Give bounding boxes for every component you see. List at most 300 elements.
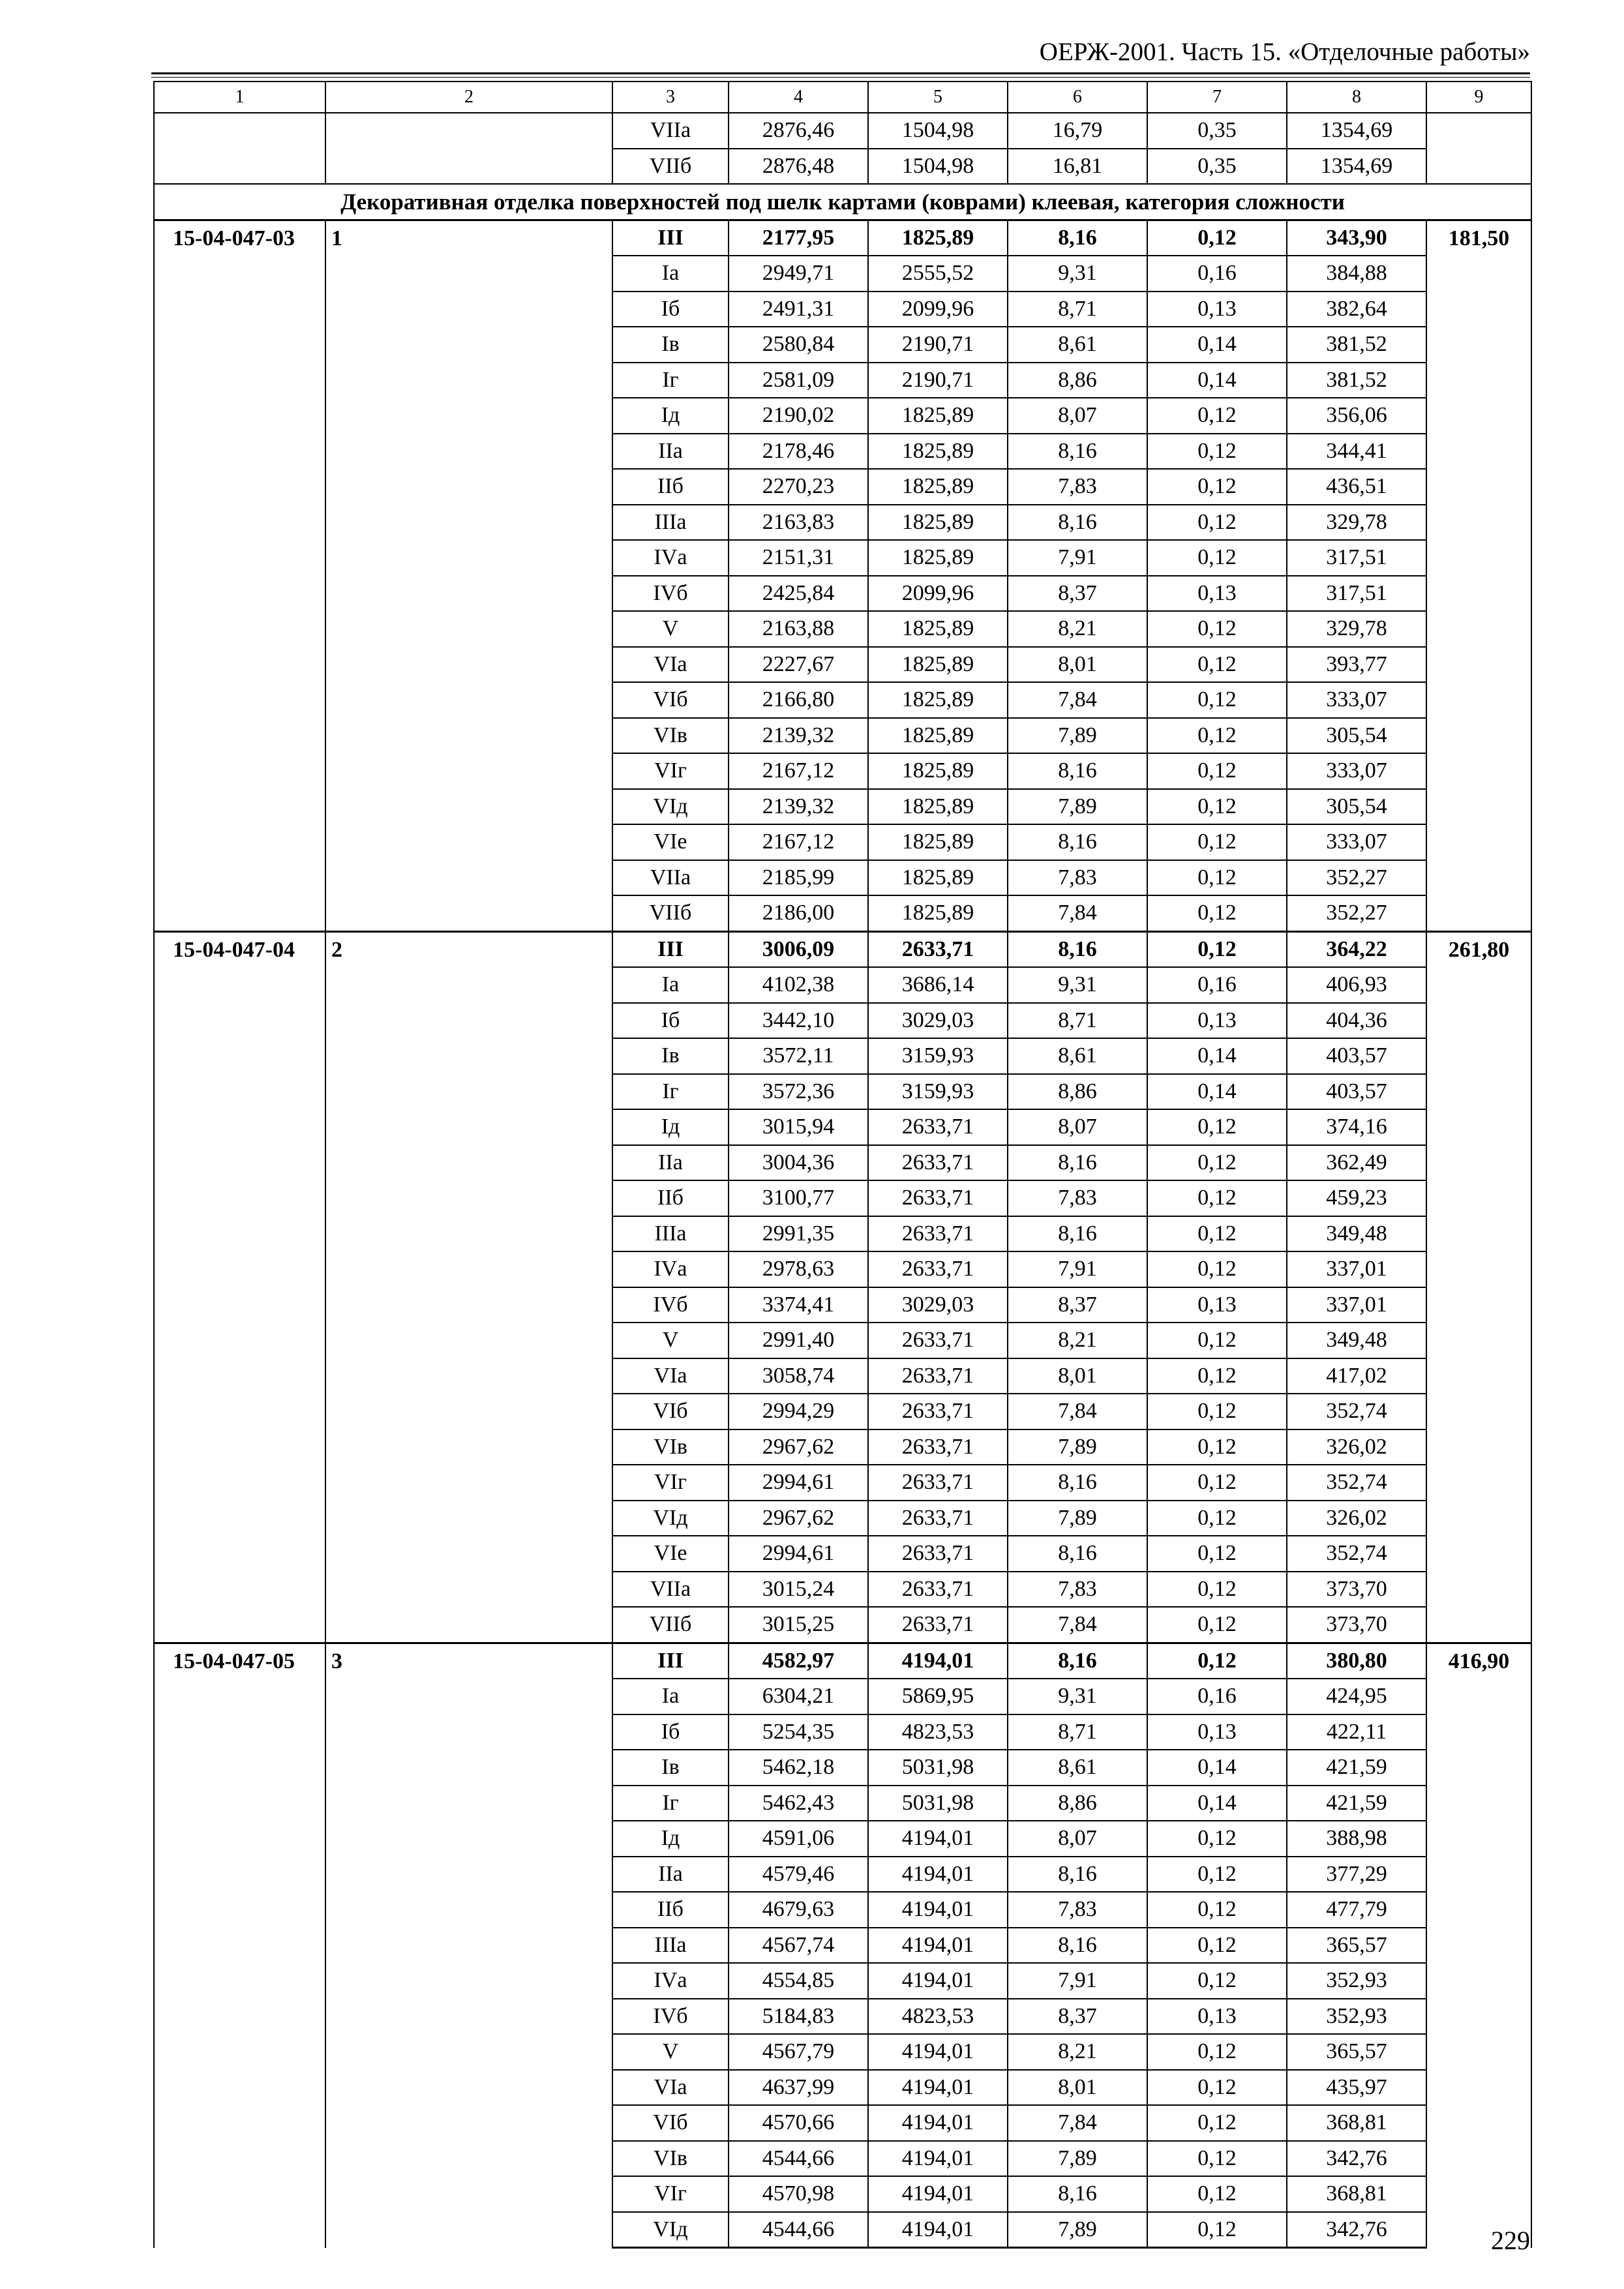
cell-col-6: 7,91 xyxy=(1008,1251,1147,1287)
cell-col-5: 2555,52 xyxy=(868,256,1008,292)
cell-col-6: 8,61 xyxy=(1008,1038,1147,1074)
cell-col-8: 365,57 xyxy=(1287,2034,1426,2070)
cell-col-7: 0,12 xyxy=(1147,1536,1287,1572)
cell-col-3: Iд xyxy=(612,398,729,434)
cell-col-4: 2270,23 xyxy=(729,469,868,505)
cell-col-5: 1825,89 xyxy=(868,505,1008,541)
cell-col-3: VIб xyxy=(612,682,729,718)
cell-col-7: 0,12 xyxy=(1147,1857,1287,1893)
cell-col-6: 8,07 xyxy=(1008,1109,1147,1145)
cell-col-5: 2099,96 xyxy=(868,576,1008,612)
rate-code: 15-04-047-04 xyxy=(154,931,325,1643)
cell-col-5: 5031,98 xyxy=(868,1786,1008,1821)
cell-col-7: 0,12 xyxy=(1147,860,1287,896)
cell-col-7: 0,12 xyxy=(1147,2034,1287,2070)
cell-col-6: 8,61 xyxy=(1008,327,1147,363)
cell-col-5: 4194,01 xyxy=(868,2212,1008,2248)
cell-col-5: 3029,03 xyxy=(868,1287,1008,1323)
cell-col-3: VIа xyxy=(612,1358,729,1394)
header-rule-thin xyxy=(151,77,1530,78)
cell-col-6: 8,01 xyxy=(1008,2070,1147,2106)
cell-col-6: 8,16 xyxy=(1008,753,1147,789)
cell-col-4: 2186,00 xyxy=(729,895,868,931)
cell-col-7: 0,12 xyxy=(1147,398,1287,434)
cell-col-6: 7,84 xyxy=(1008,1607,1147,1643)
cell-col-5: 1825,89 xyxy=(868,647,1008,683)
cell-col-6: 8,16 xyxy=(1008,1643,1147,1679)
cell-col-7: 0,12 xyxy=(1147,1572,1287,1608)
cell-col-4: 2994,61 xyxy=(729,1465,868,1501)
cell-col-8: 403,57 xyxy=(1287,1074,1426,1110)
cell-col-8: 356,06 xyxy=(1287,398,1426,434)
cell-col-4: 2876,48 xyxy=(729,149,868,185)
cell-col-8: 364,22 xyxy=(1287,931,1426,967)
column-number-7: 7 xyxy=(1147,82,1287,113)
cell-col-5: 3686,14 xyxy=(868,967,1008,1003)
cell-col-3: VIв xyxy=(612,718,729,754)
cell-code xyxy=(154,113,325,184)
cell-col-3: VIг xyxy=(612,2176,729,2212)
cell-col-4: 3058,74 xyxy=(729,1358,868,1394)
cell-col-8: 368,81 xyxy=(1287,2105,1426,2141)
column-number-9: 9 xyxy=(1426,82,1531,113)
cell-col-3: IIа xyxy=(612,1145,729,1181)
cell-col-6: 8,01 xyxy=(1008,1358,1147,1394)
cell-col-6: 8,71 xyxy=(1008,1714,1147,1750)
cell-col-8: 417,02 xyxy=(1287,1358,1426,1394)
column-number-5: 5 xyxy=(868,82,1008,113)
cell-col-5: 4194,01 xyxy=(868,1928,1008,1964)
cell-col-5: 5869,95 xyxy=(868,1679,1008,1714)
cell-col-8: 352,27 xyxy=(1287,895,1426,931)
cell-col-3: VIв xyxy=(612,2141,729,2177)
cell-col-3: Iд xyxy=(612,1821,729,1857)
cell-col-4: 3442,10 xyxy=(729,1003,868,1039)
cell-col-4: 2166,80 xyxy=(729,682,868,718)
cell-col-5: 2633,71 xyxy=(868,1358,1008,1394)
cell-col-4: 6304,21 xyxy=(729,1679,868,1714)
table-row xyxy=(154,1643,1531,1679)
cell-col-7: 0,14 xyxy=(1147,1786,1287,1821)
cell-col-4: 2139,32 xyxy=(729,718,868,754)
cell-col-8: 342,76 xyxy=(1287,2212,1426,2248)
cell-col-8: 352,74 xyxy=(1287,1394,1426,1429)
cell-col-7: 0,12 xyxy=(1147,2212,1287,2248)
header-rule-thick xyxy=(151,72,1530,74)
table-row xyxy=(154,931,1531,967)
cell-col-7: 0,13 xyxy=(1147,1003,1287,1039)
cell-col-4: 2991,40 xyxy=(729,1323,868,1358)
cell-col-5: 2190,71 xyxy=(868,327,1008,363)
cell-col-6: 9,31 xyxy=(1008,1679,1147,1714)
cell-col-7: 0,12 xyxy=(1147,505,1287,541)
cell-col-5: 2633,71 xyxy=(868,1429,1008,1465)
cell-col-8: 406,93 xyxy=(1287,967,1426,1003)
cell-col-8: 352,27 xyxy=(1287,860,1426,896)
cell-col-3: VIIа xyxy=(612,860,729,896)
cell-col-6: 9,31 xyxy=(1008,967,1147,1003)
cell-col-6: 8,16 xyxy=(1008,1465,1147,1501)
cell-col-5: 3159,93 xyxy=(868,1038,1008,1074)
cell-col-5: 2099,96 xyxy=(868,292,1008,327)
cell-col-8: 436,51 xyxy=(1287,469,1426,505)
cell-col-6: 8,21 xyxy=(1008,611,1147,647)
cell-col-6: 8,16 xyxy=(1008,2176,1147,2212)
cell-col-4: 4554,85 xyxy=(729,1963,868,1999)
cell-col-6: 7,91 xyxy=(1008,540,1147,576)
cell-col-3: VIIа xyxy=(612,113,729,149)
cell-col-5: 4823,53 xyxy=(868,1714,1008,1750)
cell-col-5: 1825,89 xyxy=(868,895,1008,931)
cell-col-5: 2633,71 xyxy=(868,931,1008,967)
cell-col-6: 7,83 xyxy=(1008,860,1147,896)
cell-col-7: 0,12 xyxy=(1147,1109,1287,1145)
cell-col-8: 377,29 xyxy=(1287,1857,1426,1893)
cell-col-4: 4570,66 xyxy=(729,2105,868,2141)
cell-col-4: 2876,46 xyxy=(729,113,868,149)
cell-col-7: 0,12 xyxy=(1147,1358,1287,1394)
cell-col-3: IVб xyxy=(612,1287,729,1323)
cell-col-6: 8,16 xyxy=(1008,1216,1147,1252)
cell-col-6: 7,83 xyxy=(1008,1572,1147,1608)
cell-col-7: 0,12 xyxy=(1147,789,1287,825)
cell-col-3: Iг xyxy=(612,1074,729,1110)
cell-col-4: 4591,06 xyxy=(729,1821,868,1857)
cell-col-3: VIе xyxy=(612,1536,729,1572)
cell-col-7: 0,12 xyxy=(1147,469,1287,505)
cell-col-6: 7,83 xyxy=(1008,469,1147,505)
cell-col-3: IIб xyxy=(612,1180,729,1216)
column-number-row xyxy=(154,82,1531,113)
cell-col-4: 4567,74 xyxy=(729,1928,868,1964)
table-row xyxy=(154,113,1531,149)
cell-col-6: 8,61 xyxy=(1008,1750,1147,1786)
cell-col-7: 0,12 xyxy=(1147,1323,1287,1358)
cell-col-4: 3015,25 xyxy=(729,1607,868,1643)
cell-col-6: 8,07 xyxy=(1008,1821,1147,1857)
cell-col-7: 0,12 xyxy=(1147,1145,1287,1181)
cell-col-8: 421,59 xyxy=(1287,1786,1426,1821)
cell-col-3: Iа xyxy=(612,967,729,1003)
cell-col-3: VIа xyxy=(612,647,729,683)
cell-col-5: 4194,01 xyxy=(868,1821,1008,1857)
cell-col-4: 4582,97 xyxy=(729,1643,868,1679)
cell-col-5: 4194,01 xyxy=(868,1857,1008,1893)
cell-col-3: IIIа xyxy=(612,505,729,541)
cell-col-4: 2991,35 xyxy=(729,1216,868,1252)
cell-col-7: 0,12 xyxy=(1147,1429,1287,1465)
rates-table xyxy=(153,81,1532,2249)
cell-col-7: 0,13 xyxy=(1147,1999,1287,2035)
cell-col-8: 362,49 xyxy=(1287,1145,1426,1181)
cell-col-4: 3015,94 xyxy=(729,1109,868,1145)
cell-col-4: 2967,62 xyxy=(729,1501,868,1536)
cell-col-3: IVб xyxy=(612,1999,729,2035)
cell-col-5: 2633,71 xyxy=(868,1572,1008,1608)
cell-col-6: 7,84 xyxy=(1008,2105,1147,2141)
cell-col-6: 16,79 xyxy=(1008,113,1147,149)
cell-col-6: 8,37 xyxy=(1008,1287,1147,1323)
cell-col-8: 421,59 xyxy=(1287,1750,1426,1786)
cell-col-7: 0,12 xyxy=(1147,2176,1287,2212)
cell-col-4: 2425,84 xyxy=(729,576,868,612)
cell-col-4: 2139,32 xyxy=(729,789,868,825)
cell-col-7: 0,12 xyxy=(1147,1607,1287,1643)
cell-col-8: 373,70 xyxy=(1287,1607,1426,1643)
cell-col-5: 3159,93 xyxy=(868,1074,1008,1110)
cell-col-5: 2633,71 xyxy=(868,1536,1008,1572)
cell-col-7: 0,13 xyxy=(1147,1287,1287,1323)
cell-col-8: 424,95 xyxy=(1287,1679,1426,1714)
cell-col-7: 0,16 xyxy=(1147,256,1287,292)
cell-col-8: 422,11 xyxy=(1287,1714,1426,1750)
cell-col-4: 4679,63 xyxy=(729,1892,868,1928)
cell-col-3: IVа xyxy=(612,1251,729,1287)
cell-col-8: 349,48 xyxy=(1287,1323,1426,1358)
cell-col-3: VIб xyxy=(612,1394,729,1429)
cell-col-6: 8,71 xyxy=(1008,292,1147,327)
cell-col-3: IIа xyxy=(612,434,729,470)
cell-col-6: 7,89 xyxy=(1008,1501,1147,1536)
cell-col-3: V xyxy=(612,2034,729,2070)
cell-col-4: 2151,31 xyxy=(729,540,868,576)
cell-col-8: 403,57 xyxy=(1287,1038,1426,1074)
cell-col-3: VIг xyxy=(612,753,729,789)
cell-col-4: 2177,95 xyxy=(729,220,868,256)
cell-col-7: 0,35 xyxy=(1147,113,1287,149)
cell-col-6: 9,31 xyxy=(1008,256,1147,292)
cell-col-4: 2580,84 xyxy=(729,327,868,363)
cell-col-7: 0,12 xyxy=(1147,1928,1287,1964)
cell-col-4: 3006,09 xyxy=(729,931,868,967)
cell-col-3: IIIа xyxy=(612,1216,729,1252)
cell-col-7: 0,13 xyxy=(1147,576,1287,612)
cell-col-3: Iг xyxy=(612,1786,729,1821)
cell-col-5: 2633,71 xyxy=(868,1251,1008,1287)
cell-col-8: 352,93 xyxy=(1287,1999,1426,2035)
cell-col-8: 477,79 xyxy=(1287,1892,1426,1928)
cell-col-8: 352,93 xyxy=(1287,1963,1426,1999)
cell-col-6: 7,83 xyxy=(1008,1180,1147,1216)
cell-col-6: 7,89 xyxy=(1008,718,1147,754)
cell-col-9 xyxy=(1426,113,1531,184)
cell-col-8: 373,70 xyxy=(1287,1572,1426,1608)
cell-col-7: 0,13 xyxy=(1147,292,1287,327)
cell-col-4: 2967,62 xyxy=(729,1429,868,1465)
cell-col-5: 2633,71 xyxy=(868,1216,1008,1252)
cell-col-5: 2633,71 xyxy=(868,1145,1008,1181)
cell-col-7: 0,12 xyxy=(1147,1216,1287,1252)
cell-col-3: Iд xyxy=(612,1109,729,1145)
section-title: Декоративная отделка поверхностей под шелк картами (коврами) клеевая, категория сложности xyxy=(154,184,1531,220)
cell-col-5: 4194,01 xyxy=(868,2070,1008,2106)
cell-col-6: 7,89 xyxy=(1008,2141,1147,2177)
cell-col-5: 1825,89 xyxy=(868,611,1008,647)
cell-col-9: 261,80 xyxy=(1426,931,1531,1643)
cell-col-5: 1825,89 xyxy=(868,718,1008,754)
cell-col-3: IIб xyxy=(612,469,729,505)
cell-col-6: 7,91 xyxy=(1008,1963,1147,1999)
cell-col-6: 8,16 xyxy=(1008,1536,1147,1572)
cell-col-5: 5031,98 xyxy=(868,1750,1008,1786)
rate-code: 15-04-047-05 xyxy=(154,1643,325,2248)
cell-col-3: VIа xyxy=(612,2070,729,2106)
cell-col-6: 8,16 xyxy=(1008,824,1147,860)
cell-col-8: 329,78 xyxy=(1287,611,1426,647)
cell-col-4: 2185,99 xyxy=(729,860,868,896)
cell-col-8: 384,88 xyxy=(1287,256,1426,292)
cell-col-7: 0,12 xyxy=(1147,718,1287,754)
cell-col-5: 1825,89 xyxy=(868,540,1008,576)
cell-col-7: 0,12 xyxy=(1147,2105,1287,2141)
cell-col-7: 0,12 xyxy=(1147,1821,1287,1857)
cell-col-6: 7,84 xyxy=(1008,895,1147,931)
cell-col-5: 1504,98 xyxy=(868,113,1008,149)
cell-col-8: 329,78 xyxy=(1287,505,1426,541)
cell-col-3: VIIб xyxy=(612,149,729,185)
cell-col-5: 1825,89 xyxy=(868,398,1008,434)
cell-col-7: 0,12 xyxy=(1147,2070,1287,2106)
cell-col-6: 8,37 xyxy=(1008,1999,1147,2035)
cell-col-6: 8,16 xyxy=(1008,1928,1147,1964)
cell-col-9: 416,90 xyxy=(1426,1643,1531,2248)
column-number-8: 8 xyxy=(1287,82,1426,113)
cell-col-7: 0,14 xyxy=(1147,363,1287,398)
cell-col-6: 8,01 xyxy=(1008,647,1147,683)
column-number-1: 1 xyxy=(154,82,325,113)
cell-col-5: 2633,71 xyxy=(868,1501,1008,1536)
cell-col-5: 2633,71 xyxy=(868,1465,1008,1501)
cell-col-7: 0,14 xyxy=(1147,327,1287,363)
cell-col-5: 1825,89 xyxy=(868,824,1008,860)
cell-col-5: 1825,89 xyxy=(868,469,1008,505)
cell-col-8: 1354,69 xyxy=(1287,149,1426,185)
cell-col-6: 7,89 xyxy=(1008,2212,1147,2248)
cell-col-6: 8,86 xyxy=(1008,363,1147,398)
cell-col-7: 0,12 xyxy=(1147,753,1287,789)
cell-col-8: 317,51 xyxy=(1287,576,1426,612)
cell-col-3: Iв xyxy=(612,1750,729,1786)
cell-col-5: 4823,53 xyxy=(868,1999,1008,2035)
cell-col-4: 2190,02 xyxy=(729,398,868,434)
cell-col-5: 2633,71 xyxy=(868,1323,1008,1358)
cell-col-6: 16,81 xyxy=(1008,149,1147,185)
rate-number: 2 xyxy=(325,931,612,1643)
cell-col-8: 305,54 xyxy=(1287,789,1426,825)
cell-col-4: 3004,36 xyxy=(729,1145,868,1181)
cell-col-3: VIв xyxy=(612,1429,729,1465)
cell-col-6: 7,89 xyxy=(1008,789,1147,825)
column-number-4: 4 xyxy=(729,82,868,113)
cell-col-8: 459,23 xyxy=(1287,1180,1426,1216)
cell-col-4: 4579,46 xyxy=(729,1857,868,1893)
cell-col-3: V xyxy=(612,611,729,647)
cell-col-4: 4544,66 xyxy=(729,2212,868,2248)
cell-col-5: 4194,01 xyxy=(868,2176,1008,2212)
cell-col-7: 0,12 xyxy=(1147,647,1287,683)
cell-col-4: 2167,12 xyxy=(729,753,868,789)
cell-col-8: 352,74 xyxy=(1287,1536,1426,1572)
cell-col-8: 305,54 xyxy=(1287,718,1426,754)
cell-col-7: 0,12 xyxy=(1147,1643,1287,1679)
cell-col-5: 2190,71 xyxy=(868,363,1008,398)
cell-col-7: 0,13 xyxy=(1147,1714,1287,1750)
cell-col-3: VIд xyxy=(612,1501,729,1536)
cell-col-7: 0,12 xyxy=(1147,682,1287,718)
cell-col-5: 2633,71 xyxy=(868,1394,1008,1429)
cell-col-4: 2581,09 xyxy=(729,363,868,398)
cell-col-6: 8,16 xyxy=(1008,220,1147,256)
cell-col-5: 1825,89 xyxy=(868,789,1008,825)
cell-col-4: 2163,88 xyxy=(729,611,868,647)
cell-col-7: 0,12 xyxy=(1147,895,1287,931)
cell-col-4: 4637,99 xyxy=(729,2070,868,2106)
cell-col-5: 1825,89 xyxy=(868,682,1008,718)
cell-col-7: 0,12 xyxy=(1147,824,1287,860)
cell-col-8: 326,02 xyxy=(1287,1429,1426,1465)
cell-col-4: 3015,24 xyxy=(729,1572,868,1608)
cell-col-3: IIIа xyxy=(612,1928,729,1964)
cell-col-4: 5254,35 xyxy=(729,1714,868,1750)
cell-col-4: 3572,36 xyxy=(729,1074,868,1110)
cell-col-4: 3100,77 xyxy=(729,1180,868,1216)
cell-col-4: 5462,43 xyxy=(729,1786,868,1821)
cell-col-4: 2491,31 xyxy=(729,292,868,327)
cell-col-8: 380,80 xyxy=(1287,1643,1426,1679)
cell-col-8: 393,77 xyxy=(1287,647,1426,683)
cell-col-7: 0,12 xyxy=(1147,1892,1287,1928)
cell-col-6: 8,71 xyxy=(1008,1003,1147,1039)
cell-col-7: 0,12 xyxy=(1147,1180,1287,1216)
cell-col-3: VIе xyxy=(612,824,729,860)
cell-col-5: 2633,71 xyxy=(868,1607,1008,1643)
cell-col-7: 0,14 xyxy=(1147,1038,1287,1074)
table-row xyxy=(154,220,1531,256)
cell-col-7: 0,12 xyxy=(1147,611,1287,647)
cell-col-3: III xyxy=(612,931,729,967)
page-header: ОЕРЖ-2001. Часть 15. «Отделочные работы» xyxy=(1039,38,1530,66)
page-number: 229 xyxy=(1491,2226,1530,2255)
cell-col-8: 333,07 xyxy=(1287,682,1426,718)
cell-col-4: 5462,18 xyxy=(729,1750,868,1786)
cell-col-6: 7,84 xyxy=(1008,1394,1147,1429)
cell-col-4: 2178,46 xyxy=(729,434,868,470)
column-number-3: 3 xyxy=(612,82,729,113)
cell-col-6: 7,83 xyxy=(1008,1892,1147,1928)
cell-col-4: 5184,83 xyxy=(729,1999,868,2035)
cell-col-7: 0,12 xyxy=(1147,1501,1287,1536)
cell-col-3: IVа xyxy=(612,1963,729,1999)
cell-col-4: 2949,71 xyxy=(729,256,868,292)
cell-col-7: 0,16 xyxy=(1147,1679,1287,1714)
cell-col-4: 3572,11 xyxy=(729,1038,868,1074)
cell-col-8: 388,98 xyxy=(1287,1821,1426,1857)
cell-col-7: 0,12 xyxy=(1147,540,1287,576)
cell-col-5: 4194,01 xyxy=(868,1892,1008,1928)
cell-col-5: 2633,71 xyxy=(868,1109,1008,1145)
cell-col-8: 342,76 xyxy=(1287,2141,1426,2177)
cell-col-7: 0,12 xyxy=(1147,1465,1287,1501)
cell-col-8: 352,74 xyxy=(1287,1465,1426,1501)
cell-col-5: 4194,01 xyxy=(868,1643,1008,1679)
cell-col-7: 0,14 xyxy=(1147,1074,1287,1110)
cell-col-8: 381,52 xyxy=(1287,363,1426,398)
cell-col-7: 0,12 xyxy=(1147,2141,1287,2177)
cell-col-8: 326,02 xyxy=(1287,1501,1426,1536)
cell-col-4: 2994,29 xyxy=(729,1394,868,1429)
cell-col-9: 181,50 xyxy=(1426,220,1531,931)
cell-col-3: VIд xyxy=(612,789,729,825)
